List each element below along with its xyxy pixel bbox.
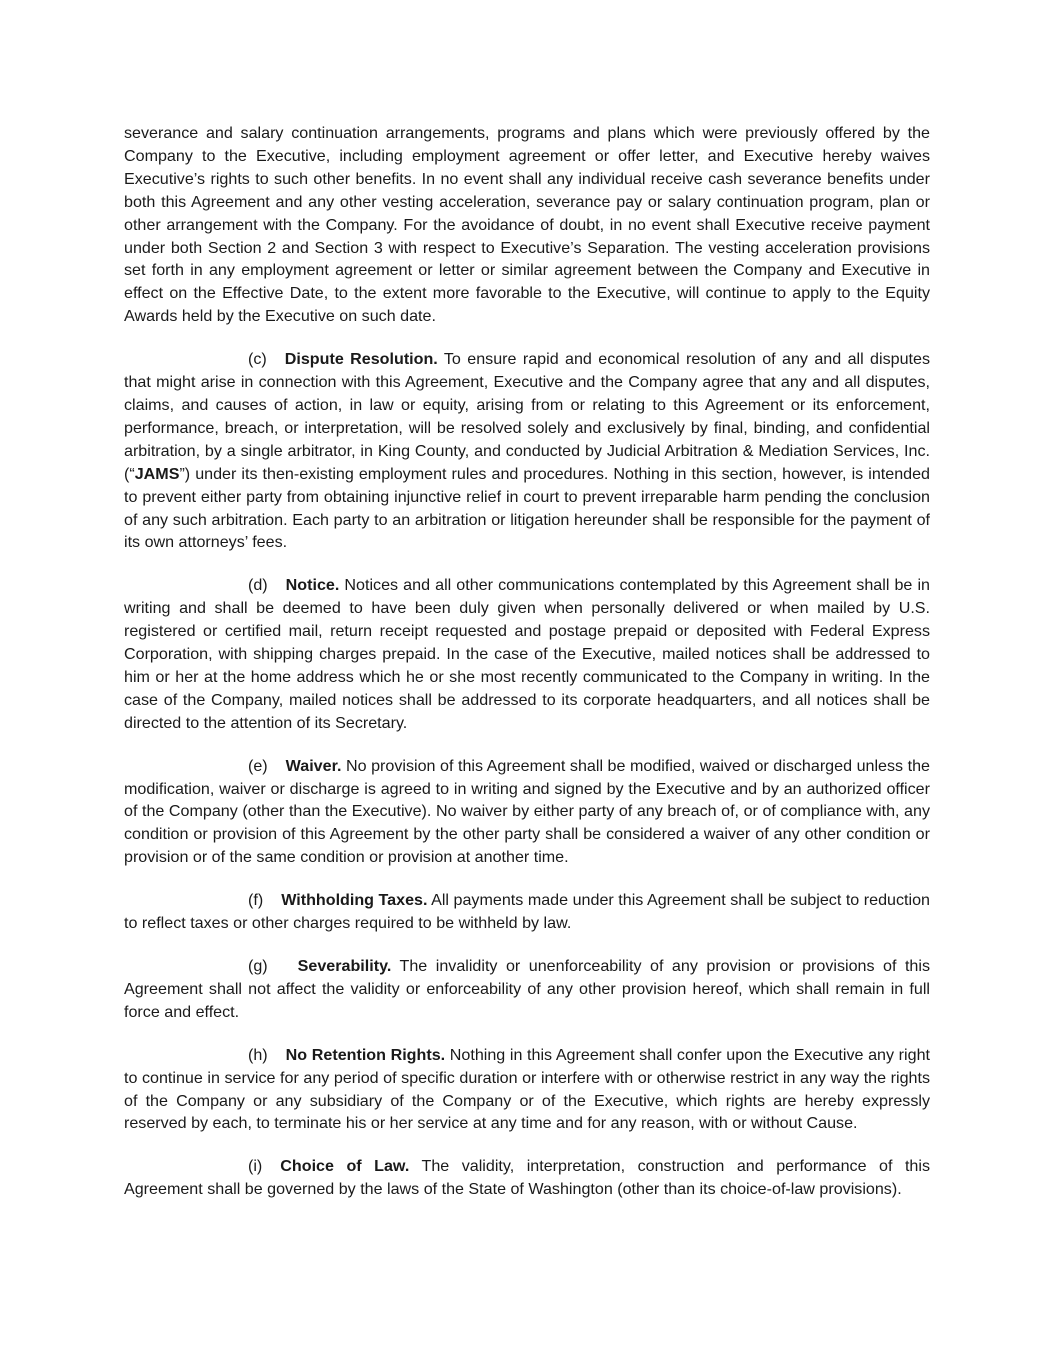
section-d-notice (124, 574, 930, 734)
section-number: (g) (248, 957, 268, 975)
section-number: (c) (248, 350, 267, 369)
section-number: (d) (248, 576, 268, 595)
section-h-no-retention-rights (124, 1044, 930, 1136)
intro-paragraph: severance and salary continuation arrangements, programs and plans which were previously offered by the Company to the Executive, including employment agreement or offer letter, and Executive hereby waives Executive’s rights to such other benefits. In no event shall any individual receive cash severance benefits under both this Agreement and any other vesting acceleration, severance pay or salary continuation program, plan or other arrangement with the Company. For the avoidance of doubt, in no event shall Executive receive payment under both Section 2 and Section 3 with respect to Executive’s Separation. The vesting acceleration provisions set forth in any employment agreement or letter or similar agreement between the Company and Executive in effect on the Effective Date, to the extent more favorable to the Executive, will continue to apply to the Equity Awards held by the Executive on such date. (124, 124, 930, 326)
section-number: (i) (248, 1157, 263, 1176)
section-body-continued: ”) under its then-existing employment rules and procedures. Nothing in this section, however, is intended to prevent either party from obtaining injunctive relief in court to prevent irreparable harm pending the conclusion of any such arbitration. Each party to an arbitration or litigation hereunder shall be responsible for the payment of its own attorneys’ fees. (124, 464, 930, 552)
section-title: Severability. (297, 957, 392, 975)
section-number: (h) (248, 1045, 268, 1064)
section-title: Withholding Taxes. (281, 891, 428, 910)
defined-term-jams: JAMS (134, 464, 180, 483)
section-title: Waiver. (285, 756, 342, 775)
section-i-choice-of-law (124, 1155, 930, 1201)
section-body: The invalidity or unenforceability of any provision or provisions of this Agreement shall not affect the validity or enforceability of any other provision hereof, which shall remain in full force and effect. (124, 957, 930, 1021)
document-body (124, 122, 930, 1221)
section-c-dispute-resolution (124, 348, 930, 554)
section-body: All payments made under this Agreement shall be subject to reduction to reflect taxes or other charges required to be withheld by law. (124, 891, 930, 933)
section-body: Notices and all other communications contemplated by this Agreement shall be in writing and shall be deemed to have been duly given when personally delivered or when mailed by U.S. registered or certified mail, return receipt requested and postage prepaid or deposited with Federal Express Corporation, with shipping charges prepaid. In the case of the Executive, mailed notices shall be addressed to him or her at the home address which he or she most recently communicated to the Company in writing. In the case of the Company, mailed notices shall be addressed to its corporate headquarters, and all notices shall be directed to the attention of its Secretary. (124, 576, 930, 732)
section-body: To ensure rapid and economical resolution of any and all disputes that might arise in connection with this Agreement, Executive and the Company agree that any and all disputes, claims, and causes of action, in law or equity, arising from or relating to this Agreement or its enforcement, performance, breach, or interpretation, will be resolved solely and exclusively by final, binding, and confidential arbitration, by a single arbitrator, in King County, and conducted by Judicial Arbitration & Mediation Services, Inc. (“ (124, 350, 930, 483)
section-title: Notice. (285, 576, 340, 595)
section-number: (e) (248, 756, 268, 775)
section-title: Dispute Resolution. (284, 350, 438, 369)
section-g-severability (124, 955, 930, 1024)
section-e-waiver (124, 755, 930, 870)
section-body: The validity, interpretation, construction and performance of this Agreement shall be governed by the laws of the State of Washington (other than its choice-of-law provisions). (124, 1157, 931, 1199)
section-number: (f) (248, 891, 264, 910)
section-title: Choice of Law. (280, 1157, 410, 1176)
section-title: No Retention Rights. (285, 1045, 446, 1064)
section-f-withholding-taxes (124, 889, 930, 935)
section-body: Nothing in this Agreement shall confer upon the Executive any right to continue in service for any period of specific duration or interfere with or otherwise restrict in any way the rights of the Company or any subsidiary of the Company or of the Executive, which rights are hereby expressly reserved by each, to terminate his or her service at any time and for any reason, with or without Cause. (124, 1045, 930, 1133)
section-body: No provision of this Agreement shall be modified, waived or discharged unless the modification, waiver or discharge is agreed to in writing and signed by the Executive and by an authorized officer of the Company (other than the Executive). No waiver by either party of any breach of, or of compliance with, any condition or provision of this Agreement by the other party shall be considered a waiver of any other condition or provision or of the same condition or provision at another time. (124, 756, 930, 867)
